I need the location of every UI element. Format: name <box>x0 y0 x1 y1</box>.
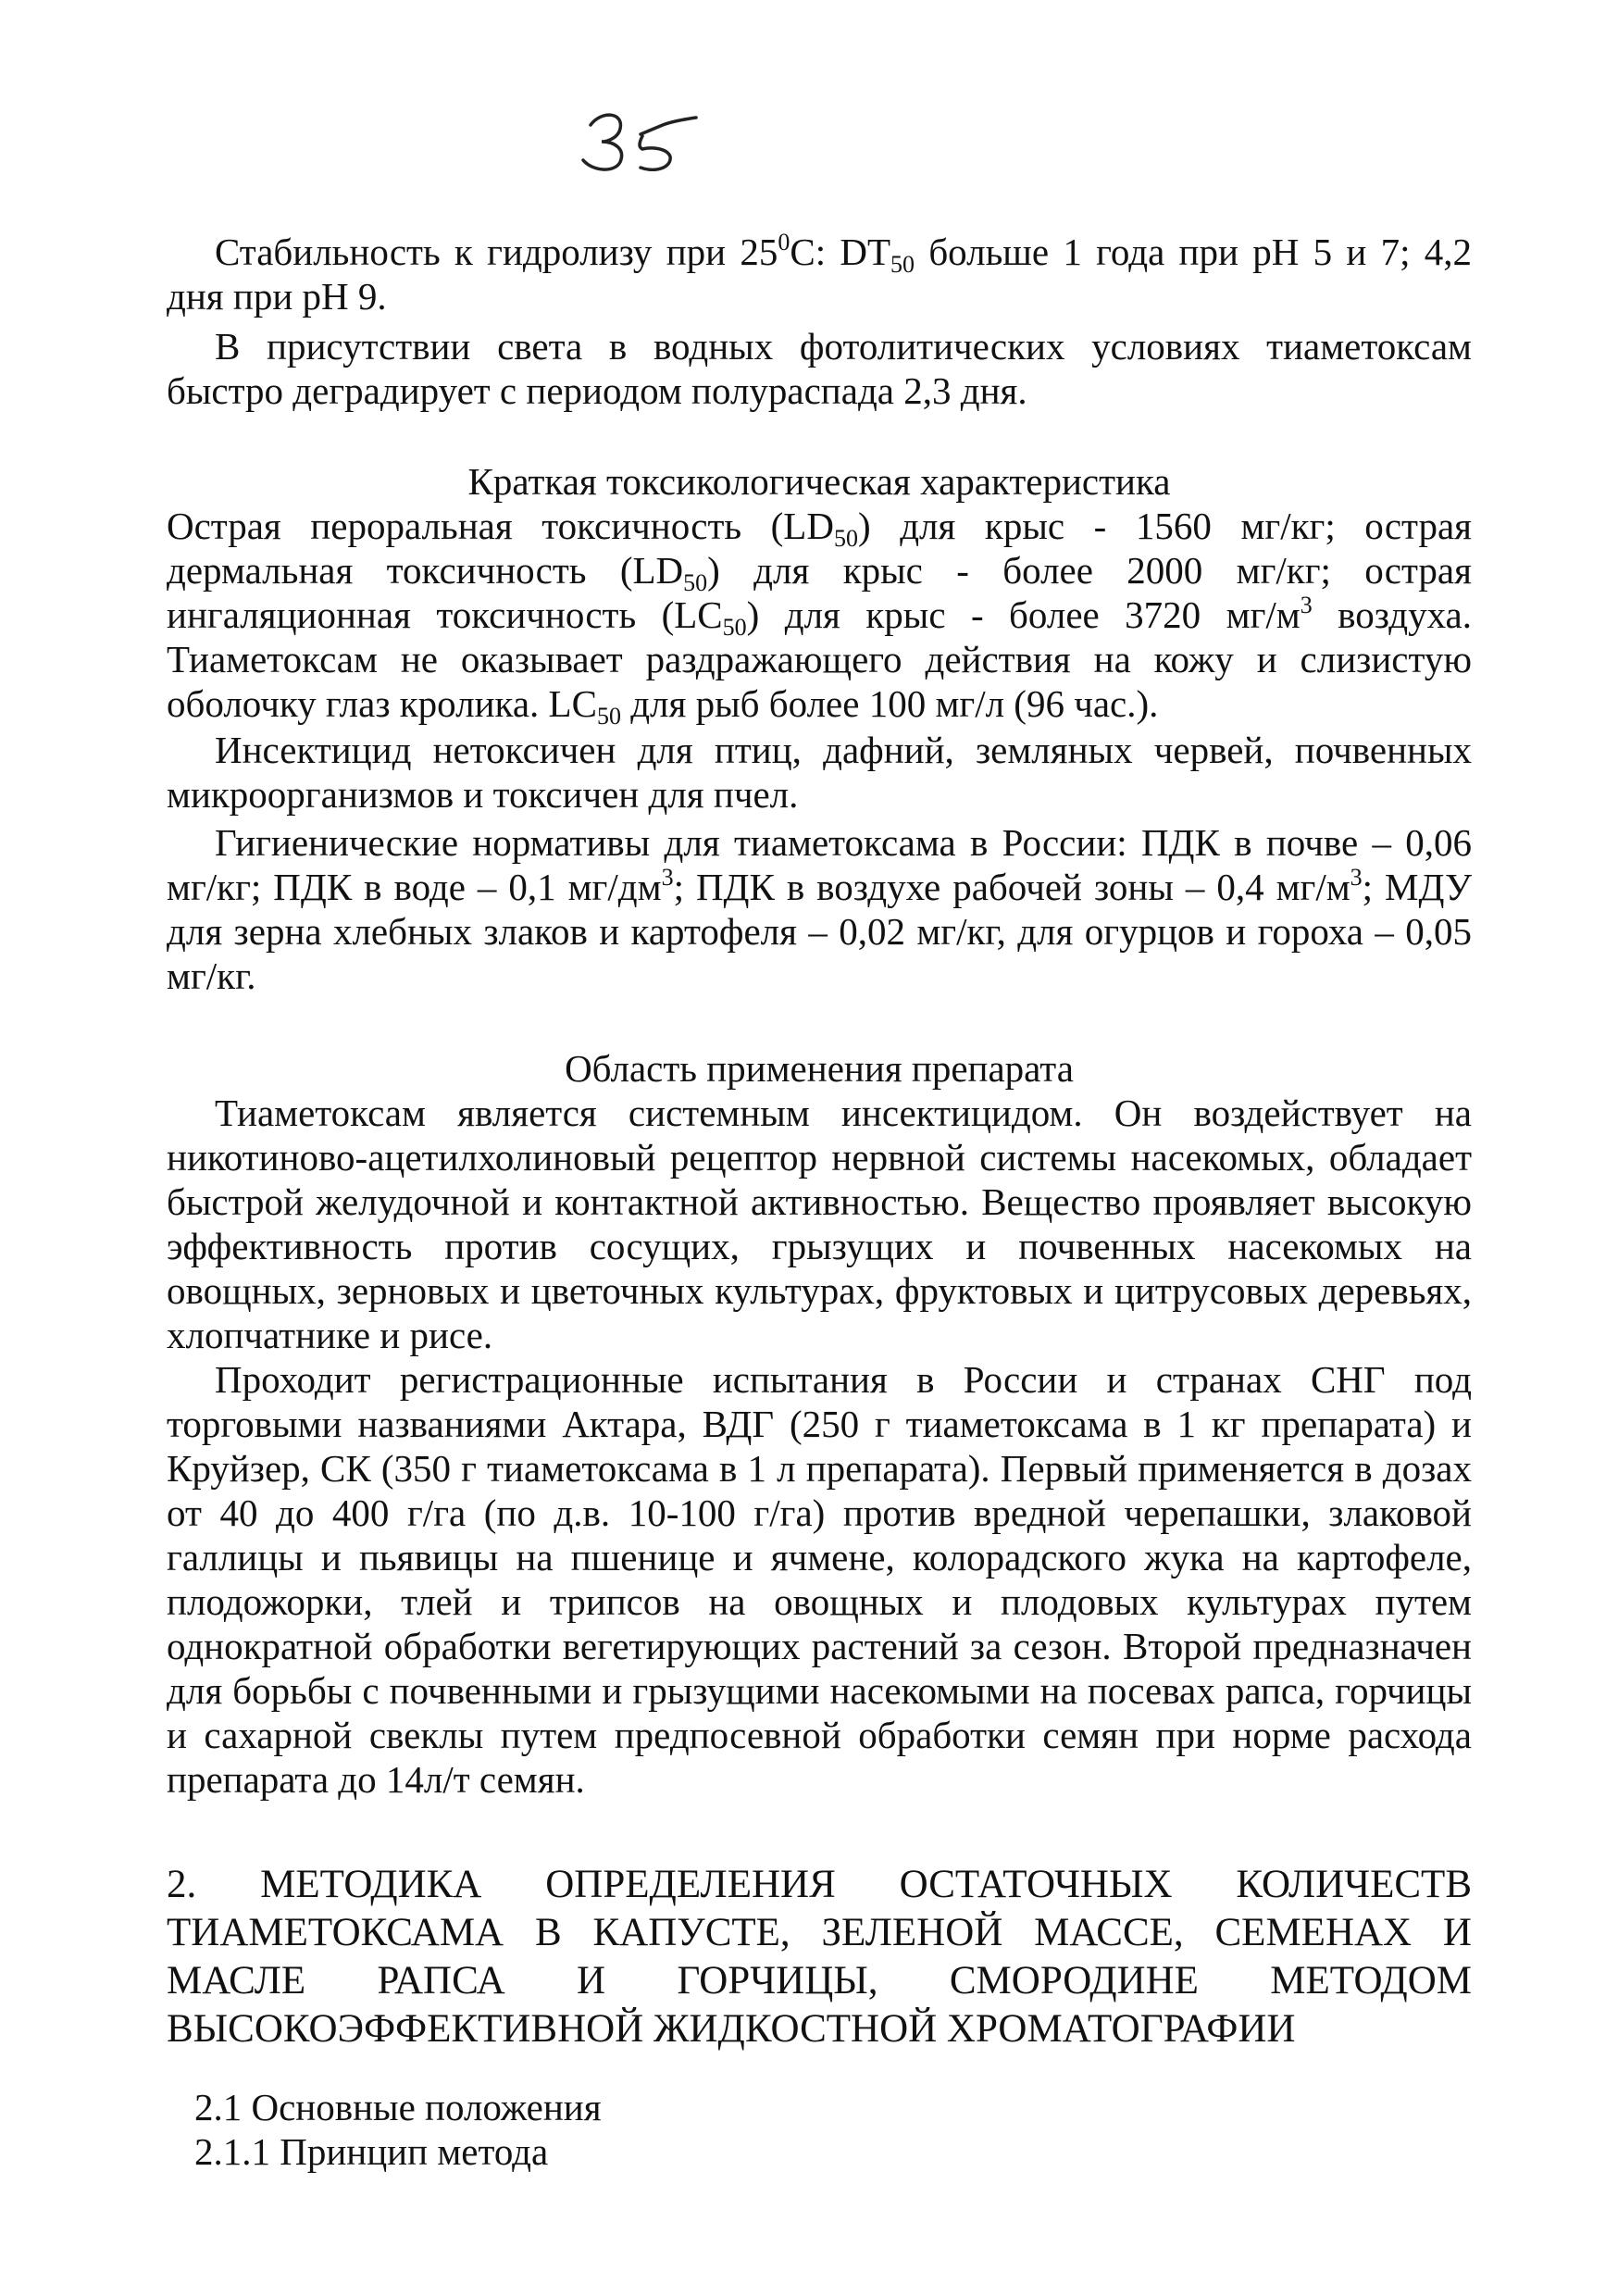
application-text-1: Тиаметоксам является системным инсектицидом. Он воздействует на никотиново-ацетилхолиновый рецептор нервной системы насекомых, обладает быстрой желудочной и контактной активностью. Вещество проявляет высокую эффективность против сосущих, грызущих и почвенных насекомых на овощных, зерновых и цветочных культурах, фруктовых и цитрусовых деревьях, хлопчатнике и рисе. <box>167 1092 1472 1356</box>
tox-paragraph <box>167 504 1472 730</box>
ld50-subscript-1: 50 <box>833 525 858 552</box>
tox-text-6: для рыб более 100 мг/л (96 час.). <box>620 682 1159 725</box>
lc50-subscript-1: 50 <box>722 614 747 641</box>
ld50-subscript-2: 50 <box>683 569 708 596</box>
subsection-2-1-text: 2.1 Основные положения <box>194 2086 602 2128</box>
section-heading-text: 2. МЕТОДИКА ОПРЕДЕЛЕНИЯ ОСТАТОЧНЫХ КОЛИЧЕСТВ ТИАМЕТОКСАМА В КАПУСТЕ, ЗЕЛЕНОЙ МАССЕ, СЕМЕНАХ И МАСЛЕ РАПСА И ГОРЧИЦЫ, СМОРОДИНЕ МЕТОДОМ ВЫСОКОЭФФЕКТИВНОЙ ЖИДКОСТНОЙ ХРОМАТОГРАФИИ <box>167 1863 1472 2051</box>
light-paragraph <box>167 324 1472 413</box>
hygiene-paragraph <box>167 820 1472 998</box>
stability-text-dt: С: DT <box>790 231 891 273</box>
light-text: В присутствии света в водных фотолитических условиях тиаметоксам быстро деградирует с периодом полураспада 2,3 дня. <box>167 325 1472 412</box>
lc50-subscript-2: 50 <box>596 703 621 730</box>
stability-text: Стабильность к гидролизу при 25 <box>215 231 778 273</box>
degree-superscript: 0 <box>778 229 790 256</box>
tox-text-4: ) для крыс - более 3720 мг/м <box>746 593 1301 636</box>
tox-heading-text: Краткая токсикологическая характеристика <box>467 460 1171 503</box>
page-number-icon <box>574 88 703 171</box>
section-heading <box>167 1861 1472 2053</box>
tox-text-2: ) для крыс - 1560 мг/кг; острая дермальная токсичность (LD <box>167 505 1472 592</box>
application-heading-text: Область применения препарата <box>565 1047 1074 1090</box>
subsection-2-1-1 <box>167 2129 1472 2174</box>
m3-superscript: 3 <box>1300 592 1313 618</box>
hygiene-text-3: ; МДУ для зерна хлебных злаков и картофеля – 0,02 мг/кг, для огурцов и гороха – 0,05 мг/кг. <box>167 866 1472 997</box>
subsection-2-1-1-text: 2.1.1 Принцип метода <box>194 2130 549 2173</box>
insecticide-paragraph <box>167 728 1472 817</box>
hygiene-text-2: ; ПДК в воздухе рабочей зоны – 0,4 мг/м <box>673 866 1350 908</box>
stability-paragraph <box>167 230 1472 318</box>
application-heading <box>167 1046 1472 1091</box>
application-text-2: Проходит регистрационные испытания в России и странах СНГ под торговыми названиями Актара, ВДГ (250 г тиаметоксама в 1 кг препарата) и Круйзер, СК (350 г тиаметоксама в 1 л препарата). Первый применяется в дозах от 40 до 400 г/га (по д.в. 10-100 г/га) против вредной черепашки, злаковой галлицы и пьявицы на пшенице и ячмене, колорадского жука на картофеле, плодожорки, тлей и трипсов на овощных и плодовых культурах путем однократной обработки вегетирующих растений за сезон. Второй предназначен для борьбы с почвенными и грызущими насекомыми на посевах рапса, горчицы и сахарной свеклы путем предпосевной обработки семян при норме расхода препарата до 14л/т семян. <box>167 1358 1472 1801</box>
subsection-2-1 <box>167 2085 1472 2129</box>
tox-text-1: Острая пероральная токсичность (LD <box>167 505 834 547</box>
stability-text-end: больше 1 года при pH 5 и 7; 4,2 дня при pH 9. <box>167 231 1472 318</box>
m3-superscript-2: 3 <box>1350 864 1363 891</box>
application-paragraph-2 <box>167 1357 1472 1802</box>
tox-heading <box>167 459 1472 504</box>
tox-text-5: воздуха. Тиаметоксам не оказывает раздражающего действия на кожу и слизистую оболочку глаз кролика. LC <box>167 593 1472 725</box>
insecticide-text: Инсектицид нетоксичен для птиц, дафний, земляных червей, почвенных микроорганизмов и токсичен для пчел. <box>167 729 1472 816</box>
hygiene-text-1: Гигиенические нормативы для тиаметоксама в России: ПДК в почве – 0,06 мг/кг; ПДК в воде – 0,1 мг/дм <box>167 821 1472 908</box>
dm3-superscript: 3 <box>661 864 674 891</box>
tox-text-3: ) для крыс - более 2000 мг/кг; острая ингаляционная токсичность (LC <box>167 549 1472 636</box>
dt50-subscript: 50 <box>890 251 915 278</box>
application-paragraph-1 <box>167 1091 1472 1357</box>
handwritten-page-number <box>574 88 703 171</box>
